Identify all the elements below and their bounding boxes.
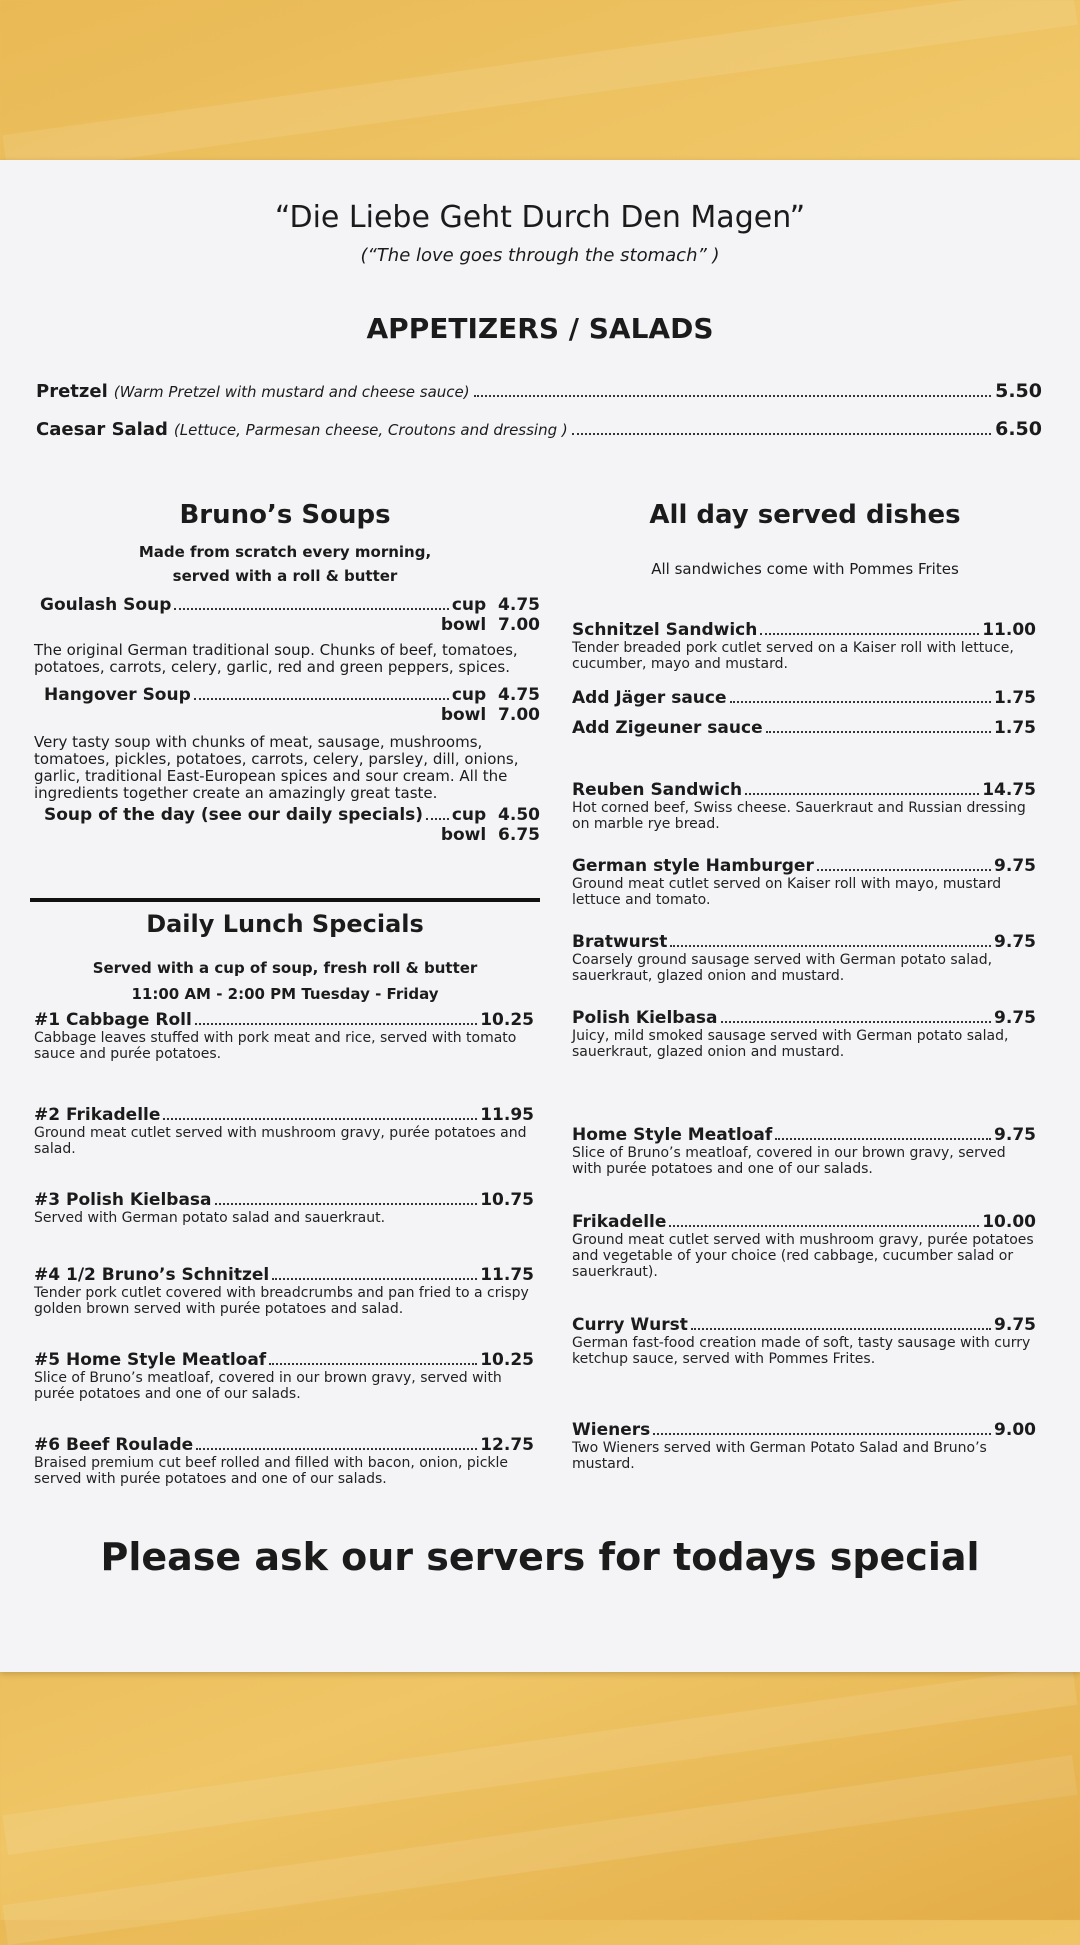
item-desc: Tender pork cutlet covered with breadcrumbs and pan fried to a crispy golden brown served with purée potatoes and salad.: [34, 1285, 529, 1317]
item-price: 1.75: [994, 718, 1036, 738]
item-desc: Braised premium cut beef rolled and filled with bacon, onion, pickle served with purée potatoes and one of our salads.: [34, 1455, 508, 1487]
soup-item: [44, 805, 540, 845]
item-name: Goulash Soup: [40, 595, 172, 615]
allday-item: [572, 688, 1036, 708]
allday-heading: All day served dishes: [649, 500, 961, 530]
bowl-label: bowl: [440, 705, 487, 725]
item-name: #6 Beef Roulade: [34, 1435, 194, 1455]
lunch-item: [34, 1350, 534, 1402]
appetizers-heading: APPETIZERS / SALADS: [366, 312, 714, 345]
item-desc: (Lettuce, Parmesan cheese, Croutons and dressing ): [173, 421, 568, 439]
soup-item: [40, 595, 540, 635]
item-desc: Hot corned beef, Swiss cheese. Sauerkraut and Russian dressing on marble rye bread.: [572, 800, 1026, 832]
allday-item: [572, 856, 1036, 908]
bowl-price: 6.75: [498, 825, 540, 845]
item-price: 11.00: [982, 620, 1036, 640]
item-name: Curry Wurst: [572, 1315, 688, 1335]
item-desc: Ground meat cutlet served with mushroom gravy, purée potatoes and vegetable of your choice (red cabbage, cucumber salad or sauerkraut).: [572, 1232, 1034, 1280]
menu-page: [0, 160, 1080, 1672]
leader-dots: [766, 730, 991, 733]
appetizer-item: [36, 418, 1042, 440]
allday-item: [572, 1315, 1036, 1367]
item-name: #3 Polish Kielbasa: [34, 1190, 212, 1210]
item-price: 9.75: [994, 856, 1036, 876]
bowl-label: bowl: [440, 825, 487, 845]
leader-dots: [721, 1020, 992, 1023]
item-price: 9.75: [994, 932, 1036, 952]
leader-dots: [670, 944, 991, 947]
cup-label: cup: [451, 595, 487, 615]
item-name: Schnitzel Sandwich: [572, 620, 758, 640]
item-name: Wieners: [572, 1420, 651, 1440]
leader-dots: [163, 1117, 477, 1120]
leader-dots: [215, 1202, 478, 1205]
item-name: Pretzel: [36, 381, 108, 402]
allday-item: [572, 780, 1036, 832]
soups-note: Made from scratch every morning,: [138, 543, 432, 561]
item-price: 9.75: [994, 1008, 1036, 1028]
item-desc: Coarsely ground sausage served with German potato salad, sauerkraut, glazed onion and mustard.: [572, 952, 993, 984]
item-price: 5.50: [995, 380, 1042, 402]
item-name: German style Hamburger: [572, 856, 814, 876]
leader-dots: [426, 817, 449, 820]
allday-item: [572, 620, 1036, 672]
item-price: 12.75: [480, 1435, 534, 1455]
leader-dots: [817, 868, 991, 871]
cup-price: 4.75: [498, 595, 540, 615]
bowl-label: bowl: [440, 615, 487, 635]
item-desc: Tender breaded pork cutlet served on a Kaiser roll with lettuce, cucumber, mayo and mustard.: [572, 640, 1014, 672]
item-name: Caesar Salad: [36, 419, 168, 440]
menu-subtitle: (“The love goes through the stomach” ): [360, 245, 720, 266]
item-desc: Ground meat cutlet served with mushroom gravy, purée potatoes and salad.: [34, 1125, 527, 1157]
soup-item: [44, 685, 540, 725]
leader-dots: [653, 1432, 991, 1435]
item-price: 14.75: [982, 780, 1036, 800]
leader-dots: [691, 1327, 991, 1330]
lunch-note: Served with a cup of soup, fresh roll & butter: [92, 959, 478, 977]
allday-item: [572, 932, 1036, 984]
lunch-item: [34, 1190, 534, 1226]
footer-note: Please ask our servers for todays special: [100, 1535, 980, 1579]
lunch-item: [34, 1435, 534, 1487]
allday-item: [572, 718, 1036, 738]
item-price: 11.95: [480, 1105, 534, 1125]
leader-dots: [194, 697, 449, 700]
allday-item: [572, 1212, 1036, 1280]
allday-item: [572, 1420, 1036, 1472]
allday-note: All sandwiches come with Pommes Frites: [651, 560, 959, 578]
soup-description: Very tasty soup with chunks of meat, sausage, mushrooms, tomatoes, pickles, potatoes, carrots, celery, parsley, dill, onions, garlic, traditional East-European spices and sour cream. All the ingredients together create an amazingly great taste.: [34, 733, 519, 802]
lunch-heading: Daily Lunch Specials: [146, 910, 424, 938]
item-name: #5 Home Style Meatloaf: [34, 1350, 267, 1370]
appetizer-item: [36, 380, 1042, 402]
menu-title: “Die Liebe Geht Durch Den Magen”: [274, 200, 806, 235]
item-desc: (Warm Pretzel with mustard and cheese sauce): [113, 383, 470, 401]
item-desc: German fast-food creation made of soft, tasty sausage with curry ketchup sauce, served with Pommes Frites.: [572, 1335, 1031, 1367]
bowl-price: 7.00: [498, 705, 540, 725]
leader-dots: [195, 1022, 477, 1025]
bowl-price: 7.00: [498, 615, 540, 635]
item-name: Hangover Soup: [44, 685, 191, 705]
soups-heading: Bruno’s Soups: [179, 500, 391, 530]
item-price: 9.75: [994, 1125, 1036, 1145]
item-price: 11.75: [480, 1265, 534, 1285]
item-desc: Served with German potato salad and sauerkraut.: [34, 1210, 386, 1226]
leader-dots: [730, 700, 992, 703]
leader-dots: [775, 1137, 991, 1140]
item-price: 10.25: [480, 1010, 534, 1030]
leader-dots: [572, 432, 991, 435]
item-desc: Juicy, mild smoked sausage served with German potato salad, sauerkraut, glazed onion and mustard.: [572, 1028, 1009, 1060]
item-name: Bratwurst: [572, 932, 668, 952]
item-desc: Slice of Bruno’s meatloaf, covered in our brown gravy, served with purée potatoes and one of our salads.: [572, 1145, 1006, 1177]
leader-dots: [669, 1224, 979, 1227]
item-price: 10.75: [480, 1190, 534, 1210]
item-name: Reuben Sandwich: [572, 780, 743, 800]
item-name: Home Style Meatloaf: [572, 1125, 773, 1145]
lunch-item: [34, 1010, 534, 1062]
cup-label: cup: [451, 805, 487, 825]
leader-dots: [760, 632, 979, 635]
leader-dots: [474, 394, 991, 397]
allday-item: [572, 1125, 1036, 1177]
lunch-item: [34, 1265, 534, 1317]
soup-description: The original German traditional soup. Chunks of beef, tomatoes, potatoes, carrots, celery, garlic, red and green peppers, spices.: [34, 641, 518, 676]
item-name: #2 Frikadelle: [34, 1105, 161, 1125]
leader-dots: [269, 1362, 477, 1365]
item-price: 10.00: [982, 1212, 1036, 1232]
leader-dots: [272, 1277, 477, 1280]
item-desc: Slice of Bruno’s meatloaf, covered in our brown gravy, served with purée potatoes and one of our salads.: [34, 1370, 502, 1402]
item-name: Add Zigeuner sauce: [572, 718, 763, 738]
item-name: Frikadelle: [572, 1212, 667, 1232]
cup-label: cup: [451, 685, 487, 705]
item-name: Polish Kielbasa: [572, 1008, 718, 1028]
item-name: Add Jäger sauce: [572, 688, 727, 708]
item-name: Soup of the day (see our daily specials): [44, 805, 424, 825]
allday-item: [572, 1008, 1036, 1060]
section-divider: [30, 898, 540, 902]
item-name: #1 Cabbage Roll: [34, 1010, 192, 1030]
item-price: 9.75: [994, 1315, 1036, 1335]
leader-dots: [745, 792, 979, 795]
item-price: 1.75: [994, 688, 1036, 708]
cup-price: 4.50: [498, 805, 540, 825]
soups-note: served with a roll & butter: [172, 567, 398, 585]
item-desc: Ground meat cutlet served on Kaiser roll with mayo, mustard lettuce and tomato.: [572, 876, 1002, 908]
leader-dots: [196, 1447, 477, 1450]
item-name: #4 1/2 Bruno’s Schnitzel: [34, 1265, 270, 1285]
item-price: 9.00: [994, 1420, 1036, 1440]
item-desc: Cabbage leaves stuffed with pork meat and rice, served with tomato sauce and purée potatoes.: [34, 1030, 517, 1062]
item-price: 6.50: [995, 418, 1042, 440]
leader-dots: [174, 607, 448, 610]
lunch-item: [34, 1105, 534, 1157]
item-price: 10.25: [480, 1350, 534, 1370]
lunch-hours: 11:00 AM - 2:00 PM Tuesday - Friday: [131, 985, 439, 1003]
cup-price: 4.75: [498, 685, 540, 705]
item-desc: Two Wieners served with German Potato Salad and Bruno’s mustard.: [572, 1440, 987, 1472]
